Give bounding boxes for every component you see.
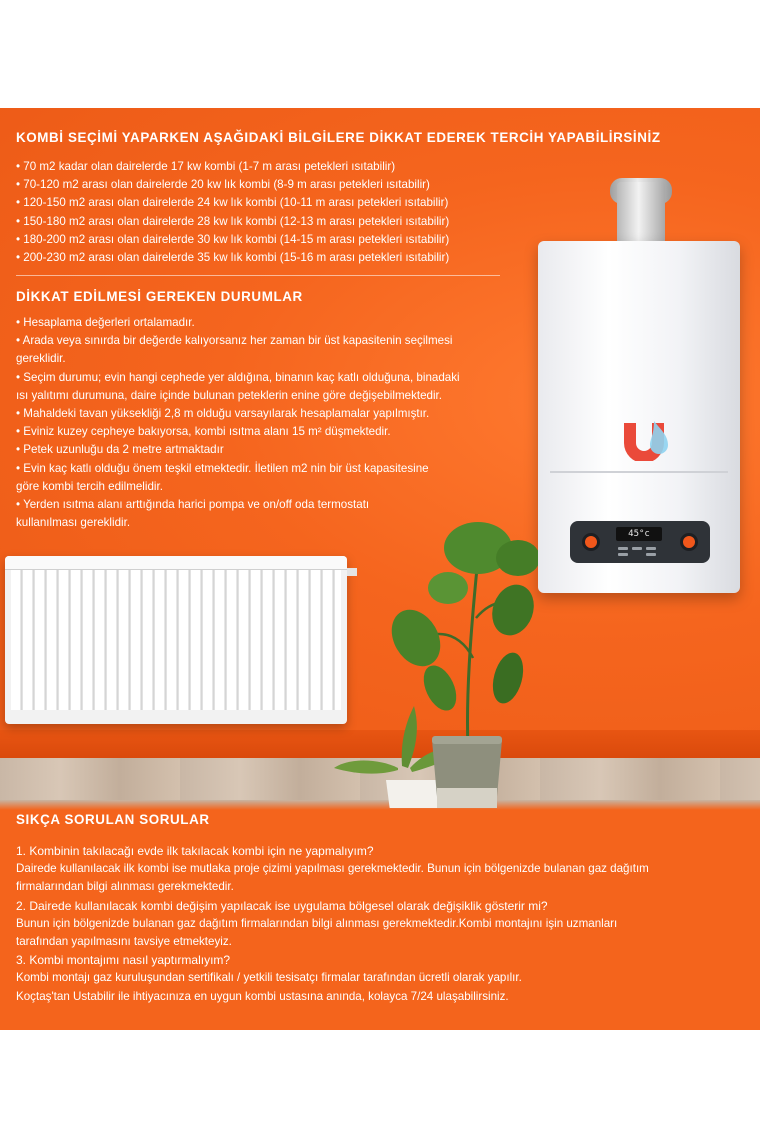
list-item: ısı yalıtımı durumuna, daire içinde bulunan peteklerin enine göre değişebilmektedir. <box>16 388 442 402</box>
list-item: • 180-200 m2 arası olan dairelerde 30 kw lık kombi (14-15 m arası petekleri ısıtabilir) <box>16 232 450 246</box>
attention-list <box>16 314 460 532</box>
list-item: • 150-180 m2 arası olan dairelerde 28 kw lık kombi (12-13 m arası petekleri ısıtabilir) <box>16 214 450 228</box>
list-item: • Mahaldeki tavan yüksekliği 2,8 m olduğu varsayılarak hesaplamalar yapılmıştır. <box>16 407 430 421</box>
list-item: • Hesaplama değerleri ortalamadır. <box>16 316 195 329</box>
list-item: • Evin kaç katlı olduğu önem teşkil etmektedir. İletilen m2 nin bir üst kapasitesine <box>16 461 429 475</box>
faq-list <box>16 842 649 1006</box>
faq-answer: tarafından yapılmasını tavsiye etmekteyiz. <box>16 935 232 949</box>
faq-question: 1. Kombinin takılacağı evde ilk takılacak kombi için ne yapmalıyım? <box>16 844 374 858</box>
boiler-control-panel <box>570 521 710 563</box>
list-item: • Yerden ısıtma alanı arttığında harici pompa ve on/off oda termostatı <box>16 498 370 512</box>
faq-answer: firmalarından bilgi alınması gerekmektedir. <box>16 880 234 894</box>
list-item: • Seçim durumu; evin hangi cephede yer aldığına, binanın kaç katlı olduğuna, binadaki <box>16 370 460 384</box>
boiler-logo-icon <box>620 417 682 461</box>
list-item: • 70-120 m2 arası olan dairelerde 20 kw lık kombi (8-9 m arası petekleri ısıtabilir) <box>16 178 430 192</box>
selection-heading: KOMBİ SEÇİMİ YAPARKEN AŞAĞIDAKİ BİLGİLERE DİKKAT EDEREK TERCİH YAPABİLİRSİNİZ <box>16 130 661 145</box>
capacity-list <box>16 158 449 267</box>
water-knob <box>680 533 698 551</box>
list-item: • Petek uzunluğu da 2 metre artmaktadır <box>16 443 224 457</box>
radiator-top-grill <box>5 556 347 570</box>
faq-heading: SIKÇA SORULAN SORULAR <box>16 812 210 827</box>
faq-answer: Dairede kullanılacak ilk kombi ise mutlaka proje çizimi yapılması gerekmektedir. Bunun için bölgenizde bulanan gaz dağıtım <box>16 862 649 876</box>
info-banner <box>0 108 760 1030</box>
panel-button <box>646 547 656 550</box>
list-item: gereklidir. <box>16 352 66 366</box>
list-item: • 200-230 m2 arası olan dairelerde 35 kw lık kombi (15-16 m arası petekleri ısıtabilir) <box>16 251 450 265</box>
faq-answer: Bunun için bölgenizde bulanan gaz dağıtım firmalarından bilgi alınması gerekmektedir.Kombi montajını işin uzmanları <box>16 916 618 930</box>
list-item: • 120-150 m2 arası olan dairelerde 24 kw lık kombi (10-11 m arası petekleri ısıtabilir) <box>16 196 449 210</box>
faq-answer: Kombi montajı gaz kuruluşundan sertifikalı / yetkili tesisatçı firmalar tarafından ücretli olarak yapılır. <box>16 971 522 985</box>
list-item: kullanılması gereklidir. <box>16 516 131 530</box>
combi-boiler-image <box>538 241 740 593</box>
faq-question: 3. Kombi montajımı nasıl yaptırmalıyım? <box>16 953 231 968</box>
temperature-display: 45°c <box>616 527 662 541</box>
list-item: • Arada veya sınırda bir değerde kalıyorsanız her zaman bir üst kapasitenin seçilmesi <box>16 334 453 348</box>
radiator-fins <box>11 570 341 710</box>
panel-button <box>618 553 628 556</box>
attention-heading: DİKKAT EDİLMESİ GEREKEN DURUMLAR <box>16 289 303 304</box>
radiator-image <box>5 556 347 724</box>
list-item: • Eviniz kuzey cepheye bakıyorsa, kombi ısıtma alanı 15 m² düşmektedir. <box>16 425 391 439</box>
panel-button <box>646 553 656 556</box>
section-divider <box>16 275 500 276</box>
plants-image <box>328 518 538 808</box>
faq-answer: Koçtaş'tan Ustabilir ile ihtiyacınıza en uygun kombi ustasına anında, kolayca 7/24 ulaşabilirsiniz. <box>16 989 509 1003</box>
panel-button <box>632 547 642 550</box>
heating-knob <box>582 533 600 551</box>
panel-button <box>618 547 628 550</box>
list-item: göre kombi tercih edilmelidir. <box>16 479 163 493</box>
faq-question: 2. Dairede kullanılacak kombi değişim yapılacak ise uygulama bölgesel olarak değişiklik gösterir mi? <box>16 898 548 913</box>
list-item: • 70 m2 kadar olan dairelerde 17 kw kombi (1-7 m arası petekleri ısıtabilir) <box>16 160 396 173</box>
boiler-panel-seam <box>550 471 728 473</box>
